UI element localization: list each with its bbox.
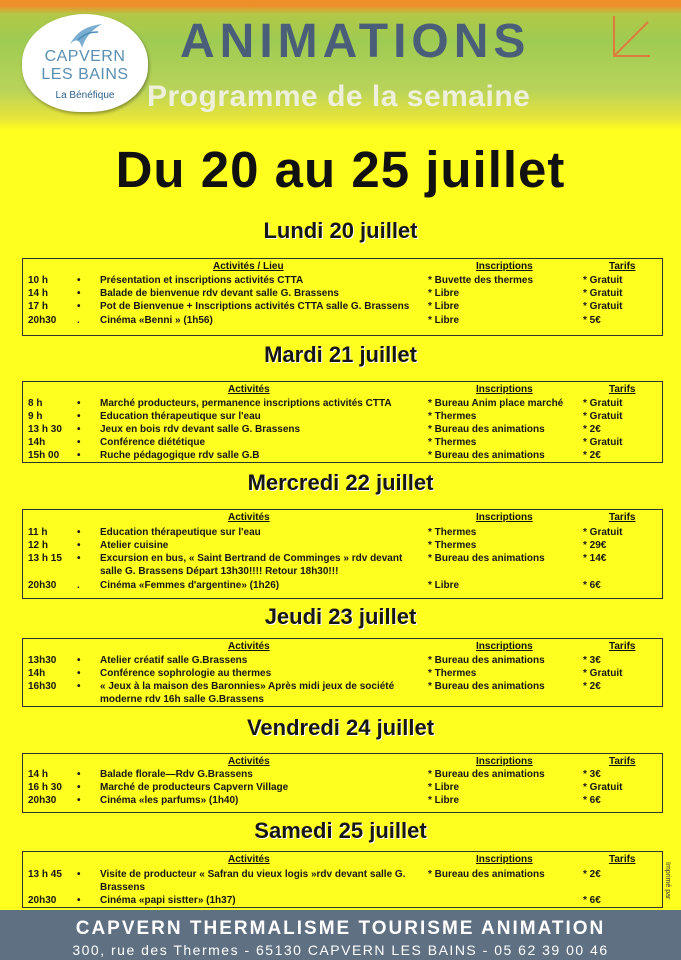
row-activity: Jeux en bois rdv devant salle G. Brassens (100, 424, 301, 435)
row-time: 14 h (28, 769, 49, 780)
footer-address: 300, rue des Thermes - 65130 CAPVERN LES BAINS - 05 62 39 00 46 (72, 942, 609, 958)
row-inscription: * Libre (428, 315, 460, 326)
row-inscription: * Libre (428, 580, 460, 591)
row-activity: Cinéma «Benni » (1h56) (100, 315, 213, 326)
row-bullet: • (77, 869, 81, 880)
row-time: 16 h 30 (28, 782, 62, 793)
row-activity: Visite de producteur « Safran du vieux logis »rdv devant salle G. Brassens (100, 869, 406, 893)
date-range-heading: Du 20 au 25 juillet (115, 141, 566, 198)
row-time: 10 h (28, 275, 49, 286)
row-inscription: * Thermes (428, 411, 477, 422)
column-header-inscriptions: Inscriptions (476, 756, 533, 767)
row-inscription: * Thermes (428, 668, 477, 679)
row-inscription: * Libre (428, 782, 460, 793)
row-inscription: * Buvette des thermes (428, 275, 534, 286)
row-price: * Gratuit (583, 782, 623, 793)
printer-tag: Imprimé par (664, 862, 671, 900)
row-inscription: * Libre (428, 795, 460, 806)
schedule-table (22, 753, 663, 813)
row-time: 20h30 (28, 315, 57, 326)
day-title: Mercredi 22 juillet (247, 470, 434, 495)
column-header-inscriptions: Inscriptions (476, 384, 533, 395)
row-bullet: • (77, 450, 81, 461)
day-title: Samedi 25 juillet (254, 818, 427, 843)
row-inscription: * Bureau des animations (428, 655, 545, 666)
row-price: * 6€ (583, 895, 601, 906)
row-activity: Cinéma «les parfums» (1h40) (100, 795, 239, 806)
row-price: * Gratuit (583, 288, 623, 299)
row-activity: Atelier cuisine (100, 540, 169, 551)
row-activity: Balade de bienvenue rdv devant salle G. Brassens (100, 288, 339, 299)
row-activity: Pot de Bienvenue + Inscriptions activités CTTA salle G. Brassens (100, 301, 410, 312)
row-inscription: * Thermes (428, 527, 477, 538)
row-price: * 29€ (583, 540, 607, 551)
row-time: 12 h (28, 540, 49, 551)
row-activity: Ruche pédagogique rdv salle G.B (100, 450, 260, 461)
row-time: 13h30 (28, 655, 57, 666)
row-bullet: • (77, 437, 81, 448)
row-activity: Cinéma «papi sistter» (1h37) (100, 895, 236, 906)
row-activity: Marché de producteurs Capvern Village (100, 782, 289, 793)
schedule-table (22, 509, 663, 599)
row-bullet: • (77, 668, 81, 679)
row-activity: Excursion en bus, « Saint Bertrand de Comminges » rdv devant salle G. Brassens Départ 13h30!!!! Retour 18h30!!! (100, 553, 403, 577)
footer-banner (0, 910, 681, 960)
row-price: * 6€ (583, 795, 601, 806)
corner-arrow-icon (610, 12, 654, 62)
column-header-tarifs: Tarifs (609, 261, 636, 272)
column-header-activities: Activités (228, 641, 270, 652)
row-activity: Conférence sophrologie au thermes (100, 668, 272, 679)
column-header-activities: Activités (228, 854, 270, 865)
row-price: * 3€ (583, 655, 601, 666)
row-activity: Balade florale—Rdv G.Brassens (100, 769, 253, 780)
row-bullet: • (77, 411, 81, 422)
row-bullet: • (77, 769, 81, 780)
row-bullet: • (77, 553, 81, 564)
row-bullet: . (77, 580, 80, 591)
row-price: * Gratuit (583, 668, 623, 679)
row-activity: « Jeux à la maison des Baronnies» Après midi jeux de société moderne rdv 16h salle G.Brassens (100, 681, 395, 705)
row-activity: Atelier créatif salle G.Brassens (100, 655, 248, 666)
row-bullet: • (77, 782, 81, 793)
row-bullet: . (77, 315, 80, 326)
row-inscription: * Bureau Anim place marché (428, 398, 564, 409)
row-bullet: • (77, 424, 81, 435)
bird-icon (68, 20, 104, 50)
row-time: 14 h (28, 288, 49, 299)
row-price: * Gratuit (583, 437, 623, 448)
row-bullet: • (77, 655, 81, 666)
row-inscription: * Bureau des animations (428, 424, 545, 435)
row-bullet: • (77, 301, 81, 312)
row-time: 14h (28, 437, 46, 448)
column-header-inscriptions: Inscriptions (476, 261, 533, 272)
column-header-tarifs: Tarifs (609, 641, 636, 652)
logo-text-tagline: La Bénéfique (55, 90, 115, 101)
row-price: * Gratuit (583, 301, 623, 312)
day-title: Vendredi 24 juillet (246, 715, 435, 740)
row-activity: Marché producteurs, permanence inscriptions activités CTTA (100, 398, 392, 409)
day-title: Lundi 20 juillet (263, 218, 418, 243)
row-bullet: • (77, 288, 81, 299)
day-title: Jeudi 23 juillet (264, 604, 417, 629)
row-time: 17 h (28, 301, 49, 312)
column-header-tarifs: Tarifs (609, 854, 636, 865)
schedule-table (22, 258, 663, 336)
column-header-tarifs: Tarifs (609, 384, 636, 395)
row-activity: Education thérapeutique sur l'eau (100, 411, 261, 422)
row-price: * 2€ (583, 450, 601, 461)
row-activity: Cinéma «Femmes d'argentine» (1h26) (100, 580, 280, 591)
row-time: 20h30 (28, 580, 57, 591)
row-price: * 14€ (583, 553, 607, 564)
row-price: * Gratuit (583, 275, 623, 286)
row-inscription: * Libre (428, 288, 460, 299)
row-price: * 6€ (583, 580, 601, 591)
logo-text-les-bains: LES BAINS (41, 66, 129, 83)
row-time: 13 h 15 (28, 553, 62, 564)
column-header-tarifs: Tarifs (609, 512, 636, 523)
row-time: 15h 00 (28, 450, 60, 461)
row-price: * Gratuit (583, 527, 623, 538)
row-inscription: * Libre (428, 301, 460, 312)
page-title: ANIMATIONS (180, 15, 531, 68)
row-inscription: * Bureau des animations (428, 769, 545, 780)
row-bullet: • (77, 895, 81, 906)
row-price: * Gratuit (583, 411, 623, 422)
schedule-table (22, 851, 663, 908)
column-header-activities: Activités (228, 512, 270, 523)
row-inscription: * Thermes (428, 437, 477, 448)
column-header-activities: Activités (228, 756, 270, 767)
row-bullet: • (77, 795, 81, 806)
row-time: 20h30 (28, 795, 57, 806)
day-title: Mardi 21 juillet (264, 342, 417, 367)
schedule-table (22, 638, 663, 707)
logo-text-capvern: CAPVERN (44, 48, 126, 65)
row-time: 16h30 (28, 681, 57, 692)
column-header-tarifs: Tarifs (609, 756, 636, 767)
row-inscription: * Bureau des animations (428, 681, 545, 692)
row-time: 13 h 30 (28, 424, 62, 435)
row-price: * 2€ (583, 681, 601, 692)
row-time: 8 h (28, 398, 43, 409)
row-time: 20h30 (28, 895, 57, 906)
column-header-inscriptions: Inscriptions (476, 512, 533, 523)
row-inscription: * Bureau des animations (428, 869, 545, 880)
capvern-logo (22, 14, 148, 112)
row-bullet: • (77, 681, 81, 692)
row-activity: Présentation et inscriptions activités CTTA (100, 275, 304, 286)
row-bullet: • (77, 398, 81, 409)
column-header-inscriptions: Inscriptions (476, 854, 533, 865)
row-bullet: • (77, 527, 81, 538)
row-price: * 2€ (583, 424, 601, 435)
row-inscription: * Bureau des animations (428, 553, 545, 564)
footer-title: CAPVERN THERMALISME TOURISME ANIMATION (75, 918, 606, 939)
column-header-activities: Activités (228, 384, 270, 395)
column-header-activities: Activités / Lieu (213, 261, 284, 272)
row-inscription: * Thermes (428, 540, 477, 551)
row-activity: Education thérapeutique sur l'eau (100, 527, 261, 538)
row-price: * Gratuit (583, 398, 623, 409)
row-price: * 3€ (583, 769, 601, 780)
row-inscription: * Bureau des animations (428, 450, 545, 461)
column-header-inscriptions: Inscriptions (476, 641, 533, 652)
row-time: 11 h (28, 527, 48, 538)
row-bullet: • (77, 540, 81, 551)
row-time: 9 h (28, 411, 43, 422)
row-time: 13 h 45 (28, 869, 62, 880)
row-bullet: • (77, 275, 81, 286)
row-activity: Conférence diététique (100, 437, 206, 448)
row-price: * 5€ (583, 315, 601, 326)
schedule-table (22, 381, 663, 463)
row-time: 14h (28, 668, 46, 679)
page-subtitle: Programme de la semaine (147, 80, 531, 113)
row-price: * 2€ (583, 869, 601, 880)
